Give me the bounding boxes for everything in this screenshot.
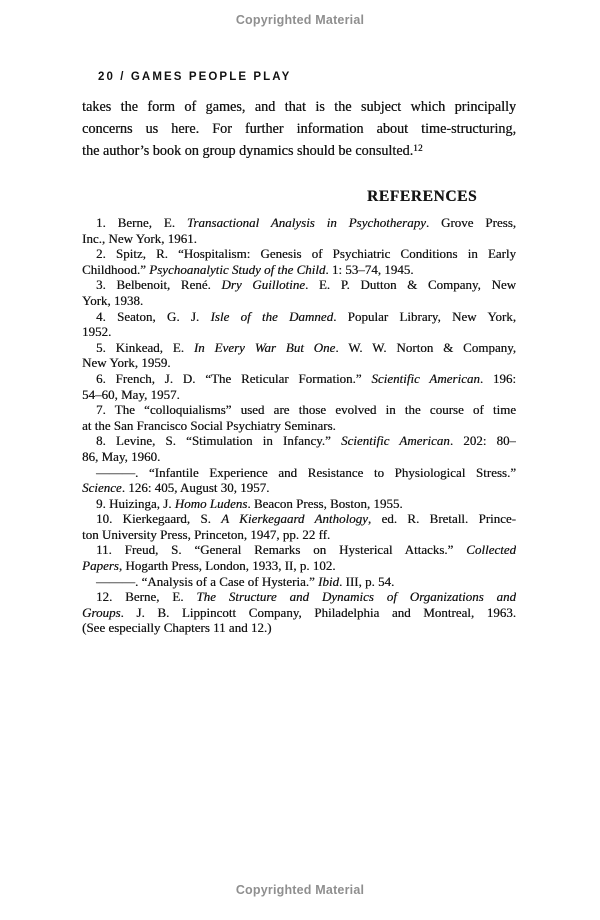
text-segment: . 196: <box>479 370 516 386</box>
italic-text: Isle of the Damned <box>210 308 334 324</box>
reference-entry <box>82 465 516 496</box>
text-line <box>82 574 516 590</box>
text-line <box>82 496 516 512</box>
italic-text: Groups <box>82 604 121 620</box>
text-segment: 54–60, May, 1957. <box>82 386 180 402</box>
text-segment: , ed. R. Bretall. Prince- <box>367 511 516 527</box>
text-segment: . 126: 405, August 30, 1957. <box>121 480 270 496</box>
italic-text: The Structure and Dynamics of Organizations and <box>196 589 516 605</box>
italic-text: Transactional Analysis in Psychotherapy <box>186 215 426 230</box>
text-segment: takes the form of games, and that is the subject which principally <box>82 99 516 115</box>
italic-text: A Kierkegaard Anthology <box>221 511 368 527</box>
text-segment: 11. Freud, S. “General Remarks on Hysterical Attacks.” <box>96 542 467 558</box>
text-line <box>82 246 516 262</box>
text-line <box>82 293 516 309</box>
text-line <box>82 433 516 449</box>
text-segment: . III, p. 54. <box>338 573 395 589</box>
text-line <box>82 605 516 621</box>
text-segment: . Beacon Press, Boston, 1955. <box>247 495 403 511</box>
text-segment: 6. French, J. D. “The Reticular Formation.” <box>96 370 372 386</box>
text-segment: . 1: 53–74, 1945. <box>325 261 414 277</box>
italic-text: Homo Ludens <box>174 495 248 511</box>
text-segment: . Popular Library, New York, <box>333 308 516 324</box>
reference-entry <box>82 433 516 464</box>
text-segment: 1952. <box>82 324 112 340</box>
text-line <box>82 511 516 527</box>
text-line <box>82 589 516 605</box>
reference-entry <box>82 496 516 512</box>
reference-entry <box>82 542 516 573</box>
text-segment: . E. P. Dutton & Company, New <box>304 277 516 293</box>
text-segment: ton University Press, Princeton, 1947, pp. 22 ff. <box>82 526 331 542</box>
text-segment: ———. “Infantile Experience and Resistance to Physiological Stress.” <box>96 464 516 480</box>
text-line <box>82 620 516 636</box>
text-line <box>82 309 516 325</box>
text-segment: York, 1938. <box>82 292 144 308</box>
text-segment: 5. Kinkead, E. <box>96 339 194 355</box>
text-line <box>82 140 516 162</box>
running-header: 20 / GAMES PEOPLE PLAY <box>98 71 292 83</box>
text-segment: Childhood.” <box>82 261 150 277</box>
text-segment: New York, 1959. <box>82 355 171 371</box>
reference-entry <box>82 340 516 371</box>
reference-entry <box>82 589 516 636</box>
italic-text: Psychoanalytic Study of the Child <box>149 261 326 277</box>
text-line <box>82 387 516 403</box>
reference-entry <box>82 309 516 340</box>
text-segment: 9. Huizinga, J. <box>96 495 175 511</box>
text-segment: 7. The “colloquialisms” used are those evolved in the course of time <box>96 402 516 418</box>
text-segment: 3. Belbenoit, René. <box>96 277 222 293</box>
reference-entry <box>82 511 516 542</box>
text-line <box>82 402 516 418</box>
text-line <box>82 96 516 118</box>
reference-entry <box>82 215 516 246</box>
text-segment: ———. “Analysis of a Case of Hysteria.” <box>96 573 319 589</box>
reference-entry <box>82 277 516 308</box>
opening-paragraph <box>82 96 516 162</box>
footnote-marker: 12 <box>413 142 423 153</box>
italic-text: Collected <box>466 542 516 558</box>
text-segment: 4. Seaton, G. J. <box>96 308 211 324</box>
text-line <box>82 355 516 371</box>
italic-text: Science <box>82 480 122 496</box>
text-line <box>82 371 516 387</box>
text-segment: 86, May, 1960. <box>82 448 161 464</box>
reference-entry <box>82 246 516 277</box>
text-segment: , Hogarth Press, London, 1933, II, p. 102. <box>118 558 336 574</box>
italic-text: Papers <box>82 558 119 574</box>
text-segment: the author’s book on group dynamics should be consulted. <box>82 143 414 159</box>
text-segment: (See especially Chapters 11 and 12.) <box>82 620 272 636</box>
text-segment: Inc., New York, 1961. <box>82 230 197 246</box>
italic-text: Ibid <box>318 573 339 589</box>
text-segment: 1. Berne, E. <box>96 215 187 230</box>
text-line <box>82 558 516 574</box>
text-segment: at the San Francisco Social Psychiatry Seminars. <box>82 417 336 433</box>
text-segment: concerns us here. For further information about time-structuring, <box>82 121 516 137</box>
text-segment: . J. B. Lippincott Company, Philadelphia and Montreal, 1963. <box>120 604 516 620</box>
text-line <box>82 118 516 140</box>
text-line <box>82 340 516 356</box>
text-segment: . Grove Press, <box>425 215 516 230</box>
italic-text: Scientific American <box>371 370 480 386</box>
text-segment: . 202: 80– <box>449 433 516 449</box>
italic-text: In Every War But One <box>193 339 336 355</box>
text-line <box>82 277 516 293</box>
copyright-notice-bottom: Copyrighted Material <box>235 883 365 897</box>
text-line <box>82 480 516 496</box>
text-segment: 2. Spitz, R. “Hospitalism: Genesis of Psychiatric Conditions in Early <box>96 246 516 262</box>
references-heading: REFERENCES <box>367 188 478 205</box>
text-line <box>82 418 516 434</box>
text-line <box>82 542 516 558</box>
references-list <box>82 215 516 636</box>
text-segment: . W. W. Norton & Company, <box>335 339 516 355</box>
text-segment: 10. Kierkegaard, S. <box>96 511 222 527</box>
text-line <box>82 527 516 543</box>
reference-entry <box>82 371 516 402</box>
text-line <box>82 465 516 481</box>
reference-entry <box>82 574 516 590</box>
text-line <box>82 231 516 247</box>
copyright-notice-top: Copyrighted Material <box>235 13 365 27</box>
text-line <box>82 324 516 340</box>
text-segment: 12. Berne, E. <box>96 589 197 605</box>
text-line <box>82 262 516 278</box>
italic-text: Scientific American <box>340 433 450 449</box>
italic-text: Dry Guillotine <box>221 277 305 293</box>
text-line <box>82 215 516 231</box>
text-line <box>82 449 516 465</box>
text-segment: 8. Levine, S. “Stimulation in Infancy.” <box>96 433 341 449</box>
reference-entry <box>82 402 516 433</box>
